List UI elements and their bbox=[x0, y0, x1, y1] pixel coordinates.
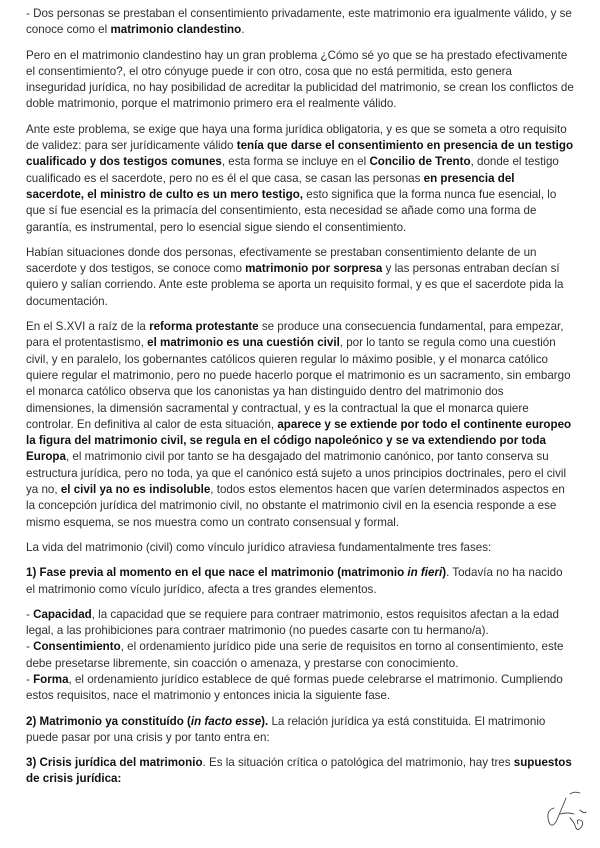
italic-term: in fieri bbox=[407, 566, 443, 580]
bold-term: reforma protestante bbox=[149, 320, 259, 334]
bold-term: el matrimonio es una cuestión civil bbox=[147, 336, 340, 350]
bold-term: matrimonio clandestino bbox=[110, 23, 242, 37]
bold-heading: 1) Fase previa al momento en el que nace el matrimonio (matrimonio in fieri) bbox=[26, 566, 447, 580]
bold-heading: 2) Matrimonio ya constituído (in facto esse). bbox=[26, 714, 269, 728]
bold-term: el civil ya no es indisoluble bbox=[60, 483, 211, 497]
bold-term: Forma bbox=[33, 672, 69, 686]
list-item-forma: - Forma, el ordenamiento jurídico establece de qué formas puede celebrarse el matrimonio. Cumpliendo estos requisitos, nace el matrimonio y entonces inicia la siguiente fase. bbox=[26, 672, 563, 703]
bold-term: aparece y se extiende por todo el continente europeo la figura del matrimonio civil, se regula en el código napoleónico y se va extendiendo por toda Europa bbox=[26, 417, 572, 464]
bold-term: tenía que darse el consentimiento en presencia de un testigo cualificado y dos testigos comunes bbox=[26, 139, 574, 169]
list-item-consentimiento: - Consentimiento, el ordenamiento jurídico pide una serie de requisitos en torno al consentimiento, este debe presetarse libremente, sin coacción o amenaza, y prestarse con conocimiento. bbox=[26, 640, 564, 670]
paragraph-matrimonio-constituido: 2) Matrimonio ya constituído (in facto esse). La relación jurídica ya está constituida. El matrimonio puede pasar por una crisis y por tanto entra en: bbox=[26, 714, 546, 744]
bold-term: supuestos de crisis jurídica: bbox=[26, 756, 572, 786]
paragraph-forma-juridica: Ante este problema, se exige que haya una forma jurídica obligatoria, y es que se someta a otro requisito de validez: para ser jurídicamente válido tenía que darse el consentimiento en presencia de un testigo cualificado y dos testigos comunes, esta forma se incluye en el Concilio de Trento, donde el testigo cualificado es el sacerdote, pero no es él el que casa, se casan las personas en presencia del sacerdote, el ministro de culto es un mero testigo, esto significa que la forma nunca fue esencial, lo que sí fue esencial es la primacía del consentimiento, esta necesidad se añade como una forma de garantía, es instrumental, pero lo esencial sigue siendo el consentimiento. bbox=[26, 122, 574, 234]
paragraph-matrimonio-sorpresa: Habían situaciones donde dos personas, efectivamente se prestaban consentimiento delante de un sacerdote y dos testigos, se conoce como matrimonio por sorpresa y las personas entraban decían sí quiero y salían corriendo. Ante este problema se aporta un requisito formal, y es que el sacerdote pida la documentación. bbox=[26, 245, 564, 308]
italic-term: in facto esse bbox=[190, 714, 262, 728]
bold-term: Concilio de Trento bbox=[369, 155, 471, 169]
bold-term: Consentimiento bbox=[33, 640, 121, 654]
paragraph-matrimonio-clandestino: - Dos personas se prestaban el consentimiento privadamente, este matrimonio era igualmente válido, y se conoce como el matrimonio clandestino. bbox=[26, 7, 572, 37]
bold-heading: 3) Crisis jurídica del matrimonio bbox=[26, 756, 203, 770]
paragraph-fase-previa: 1) Fase previa al momento en el que nace el matrimonio (matrimonio in fieri). Todavía no ha nacido el matrimonio como vículo jurídico, afecta a tres grandes elementos. bbox=[26, 566, 563, 596]
paragraph-problema-clandestino: Pero en el matrimonio clandestino hay un gran problema ¿Cómo sé yo que se ha prestado efectivamente el consentimiento?, el otro cónyuge puede ir con otro, cosa que no está permitida, esto genera inseguridad jurídica, no hay posibilidad de acreditar la publicidad del matrimonio, se crean los conflictos de doble matrimonio, porque el matrimonio primero era el realmente válido. bbox=[26, 48, 574, 111]
list-item-capacidad: - Capacidad, la capacidad que se requiere para contraer matrimonio, estos requisitos afectan a la edad legal, a las prohibiciones para contraer matrimonio (no puedes casarte con tu hermano/a). bbox=[26, 607, 559, 638]
signature-mark bbox=[540, 788, 588, 834]
bold-term: en presencia del sacerdote, el ministro de culto es un mero testigo, bbox=[26, 171, 515, 201]
paragraph-reforma-protestante: En el S.XVI a raíz de la reforma protestante se produce una consecuencia fundamental, para empezar, para el protentastismo, el matrimonio es una cuestión civil, por lo tanto se regula como una cuestión civil, y en paralelo, los gobernantes católicos quieren regular lo máximo posible, y el monarca católico quiere regular el matrimonio, pero no puede hacerlo porque el matrimonio es un sacramento, sin embargo el monarca católico observa que los canonistas ya han distinguido dentro del matrimonio dos dimensiones, la dimensión sacramental y contractual, y es la contractual la que el monarca quiere controlar. En definitiva al calor de esta situación, aparece y se extiende por todo el continente europeo la figura del matrimonio civil, se regula en el código napoleónico y se va extendiendo por toda Europa, el matrimonio civil por tanto se ha desgajado del matrimonio canónico, por tanto conserva su estructura jurídica, pero no toda, ya que el canónico está sujeto a unos principios doctrinales, pero el civil ya no, el civil ya no es indisoluble, todos estos elementos hacen que varíen determinados aspectos en la concepción jurídica del matrimonio civil, no obstante el matrimonio civil en la esencia responde a ese mismo esquema, se nos muestra como un contrato consensual y formal. bbox=[26, 320, 572, 529]
bold-term: matrimonio por sorpresa bbox=[245, 262, 383, 276]
bold-term: Capacidad bbox=[33, 607, 92, 621]
paragraph-crisis-juridica: 3) Crisis jurídica del matrimonio. Es la situación crítica o patológica del matrimonio, hay tres supuestos de crisis jurídica: bbox=[26, 756, 572, 786]
paragraph-tres-fases: La vida del matrimonio (civil) como vínculo jurídico atraviesa fundamentalmente tres fases: bbox=[26, 540, 492, 554]
